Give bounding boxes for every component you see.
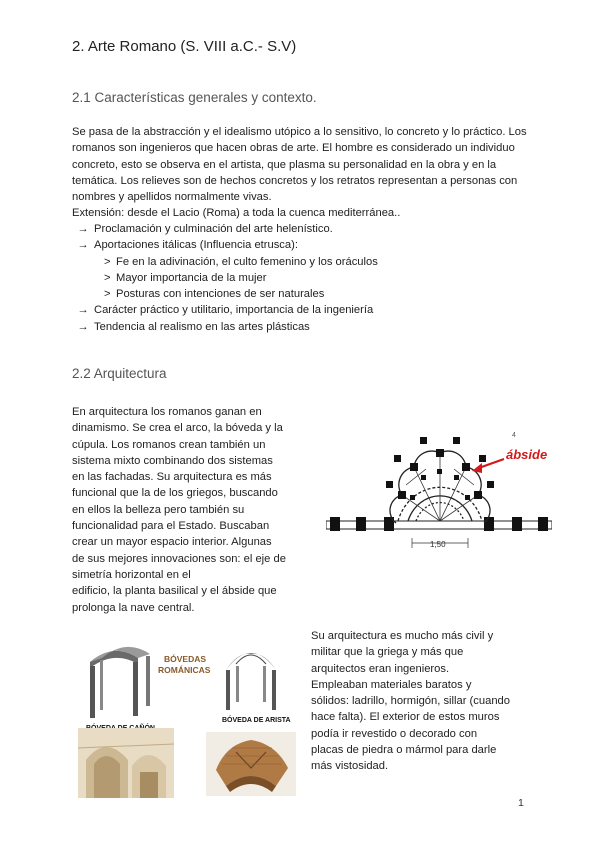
chevron-right-icon: > [104,255,111,268]
list-item: → Proclamación y culminación del arte helenístico. [72,221,378,237]
chevron-right-icon: > [104,271,111,284]
architecture-paragraph-left: En arquitectura los romanos ganan en dinamismo. Se crea el arco, la bóveda y la cúpula. Los romanos crean también un sistema mixto combinando dos sistemas en las fachadas. Su arquitectura es más funcional que la de los griegos, buscando en ellos la belleza pero también su funcionalidad para el Estado. Buscaban crear un mayor espacio interior. Algunas de sus mejores innovaciones son: el eje de simetría horizontal en el edificio, la planta basilical y el ábside que prolonga la nave central. [72,406,286,614]
arrow-icon: → [77,239,89,252]
apse-arrow-icon [472,459,504,473]
dimension-label: 1,50 [430,540,446,549]
sub-list-item: > Fe en la adivinación, el culto femenino y los oráculos [72,254,378,270]
vaults-title-line1: BÓVEDAS [164,654,207,664]
vaults-figure [76,640,301,798]
list-item: → Tendencia al realismo en las artes plásticas [72,319,378,335]
arrow-icon: → [77,320,89,333]
groin-vault-drawing [226,653,276,710]
section-heading-characteristics: 2.1 Características generales y contexto. [72,90,317,105]
characteristics-list [72,221,378,335]
apse-plan-figure [326,425,552,560]
vaults-title-line2: ROMÁNICAS [158,665,211,675]
barrel-vault-drawing [90,647,150,718]
apse-label: ábside [506,447,548,462]
list-item: → Aportaciones itálicas (Influencia etrusca): [72,237,378,253]
list-item: → Carácter práctico y utilitario, importancia de la ingeniería [72,302,378,318]
architecture-paragraph-right: Su arquitectura es mucho más civil y militar que la griega y más que arquitectos eran ingenieros. Empleaban materiales baratos y sólidos: ladrillo, hormigón, sillar (cuando hace falta). El exterior de estos muros podía ir revestido o decorado con placas de piedra o mármol para darle más vistosidad. [311,630,510,773]
groin-vault-caption: BÓVEDA DE ARISTA [222,717,291,724]
chevron-right-icon: > [104,288,111,301]
extension-text: Extensión: desde el Lacio (Roma) a toda la cuenca mediterránea.. [72,207,401,220]
sub-list-item: > Mayor importancia de la mujer [72,270,378,286]
intro-text: Se pasa de la abstracción y el idealismo utópico a lo sensitivo, lo concreto y lo práctico. Los romanos son ingenieros que hacen obras de arte. El hombre es considerado un individuo concreto, esto se observa en el artista, que plasma su personalidad en la obra y en la temática. Los relieves son de hechos concretos y los retratos representan a personas con nombres y apellidos normalmente vivas. [72,126,527,204]
arrow-icon: → [77,304,89,317]
church-interior-photo [78,728,174,798]
brick-vault-photo [206,732,296,796]
plan-number-label: 4 [512,432,516,439]
arrow-icon: → [77,223,89,235]
section-heading-architecture: 2.2 Arquitectura [72,366,167,381]
intro-paragraph [72,124,532,222]
document-title: 2. Arte Romano (S. VIII a.C.- S.V) [72,38,297,55]
sub-list-item: > Posturas con intenciones de ser naturales [72,286,378,302]
page-number: 1 [518,797,524,809]
